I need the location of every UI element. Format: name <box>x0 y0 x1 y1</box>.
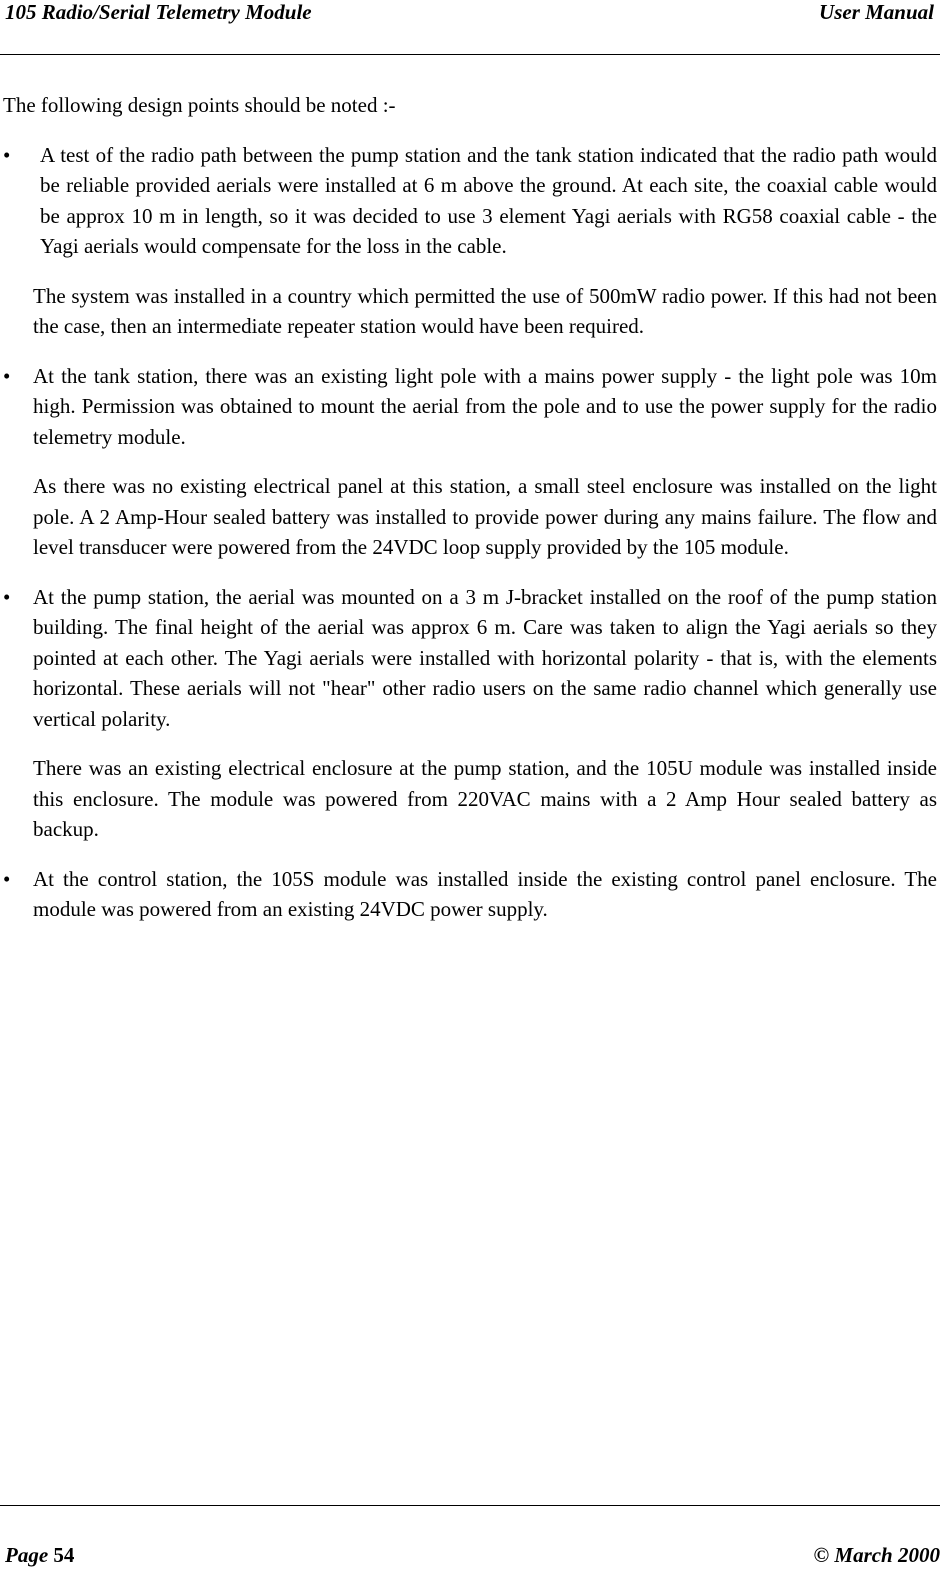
copyright-date: © March 2000 <box>813 1543 940 1567</box>
followup-paragraph: The system was installed in a country which permitted the use of 500mW radio power. If this had not been the case, then an intermediate repeater station would have been required. <box>33 283 937 338</box>
bullet-text: A test of the radio path between the pump station and the tank station indicated that the radio path would be reliable provided aerials were installed at 6 m above the ground. At each site, the coaxial cable would be approx 10 m in length, so it was decided to use 3 element Yagi aerials with RG58 coaxial cable - the Yagi aerials would compensate for the loss in the cable. <box>40 142 937 258</box>
page-header <box>0 0 940 30</box>
footer-divider <box>0 1505 940 1506</box>
manual-title: 105 Radio/Serial Telemetry Module <box>5 0 312 24</box>
followup-paragraph: As there was no existing electrical panel at this station, a small steel enclosure was installed on the light pole. A 2 Amp-Hour sealed battery was installed to provide power during any mains failure. The flow and level transducer were powered from the 24VDC loop supply provided by the 105 module. <box>33 474 937 559</box>
list-item <box>3 864 937 925</box>
bullet-icon: • <box>3 866 11 891</box>
bullet-text: At the control station, the 105S module was installed inside the existing control panel enclosure. The module was powered from an existing 24VDC power supply. <box>33 866 937 921</box>
intro-paragraph: The following design points should be noted :- <box>3 93 396 117</box>
header-divider <box>0 54 940 55</box>
list-item <box>3 582 937 735</box>
bullet-icon: • <box>3 363 11 388</box>
bullet-icon: • <box>3 142 11 167</box>
list-item <box>3 361 937 453</box>
list-item <box>3 140 937 262</box>
followup-paragraph: There was an existing electrical enclosure at the pump station, and the 105U module was installed inside this enclosure. The module was powered from 220VAC mains with a 2 Amp Hour sealed battery as backup. <box>33 756 937 841</box>
page-number-value: 54 <box>53 1543 75 1567</box>
page-body <box>3 90 937 944</box>
document-type: User Manual <box>819 0 934 24</box>
bullet-text: At the tank station, there was an existing light pole with a mains power supply - the light pole was 10m high. Permission was obtained to mount the aerial from the pole and to use the power supply for the radio telemetry module. <box>33 363 937 449</box>
page-number <box>5 1543 74 1568</box>
page-label: Page <box>5 1543 49 1567</box>
bullet-text: At the pump station, the aerial was mounted on a 3 m J-bracket installed on the roof of the pump station building. The final height of the aerial was approx 6 m. Care was taken to align the Yagi aerials so they pointed at each other. The Yagi aerials were installed with horizontal polarity - that is, with the elements horizontal. These aerials will not "hear" other radio users on the same radio channel which generally use vertical polarity. <box>33 584 937 731</box>
bullet-icon: • <box>3 584 11 609</box>
